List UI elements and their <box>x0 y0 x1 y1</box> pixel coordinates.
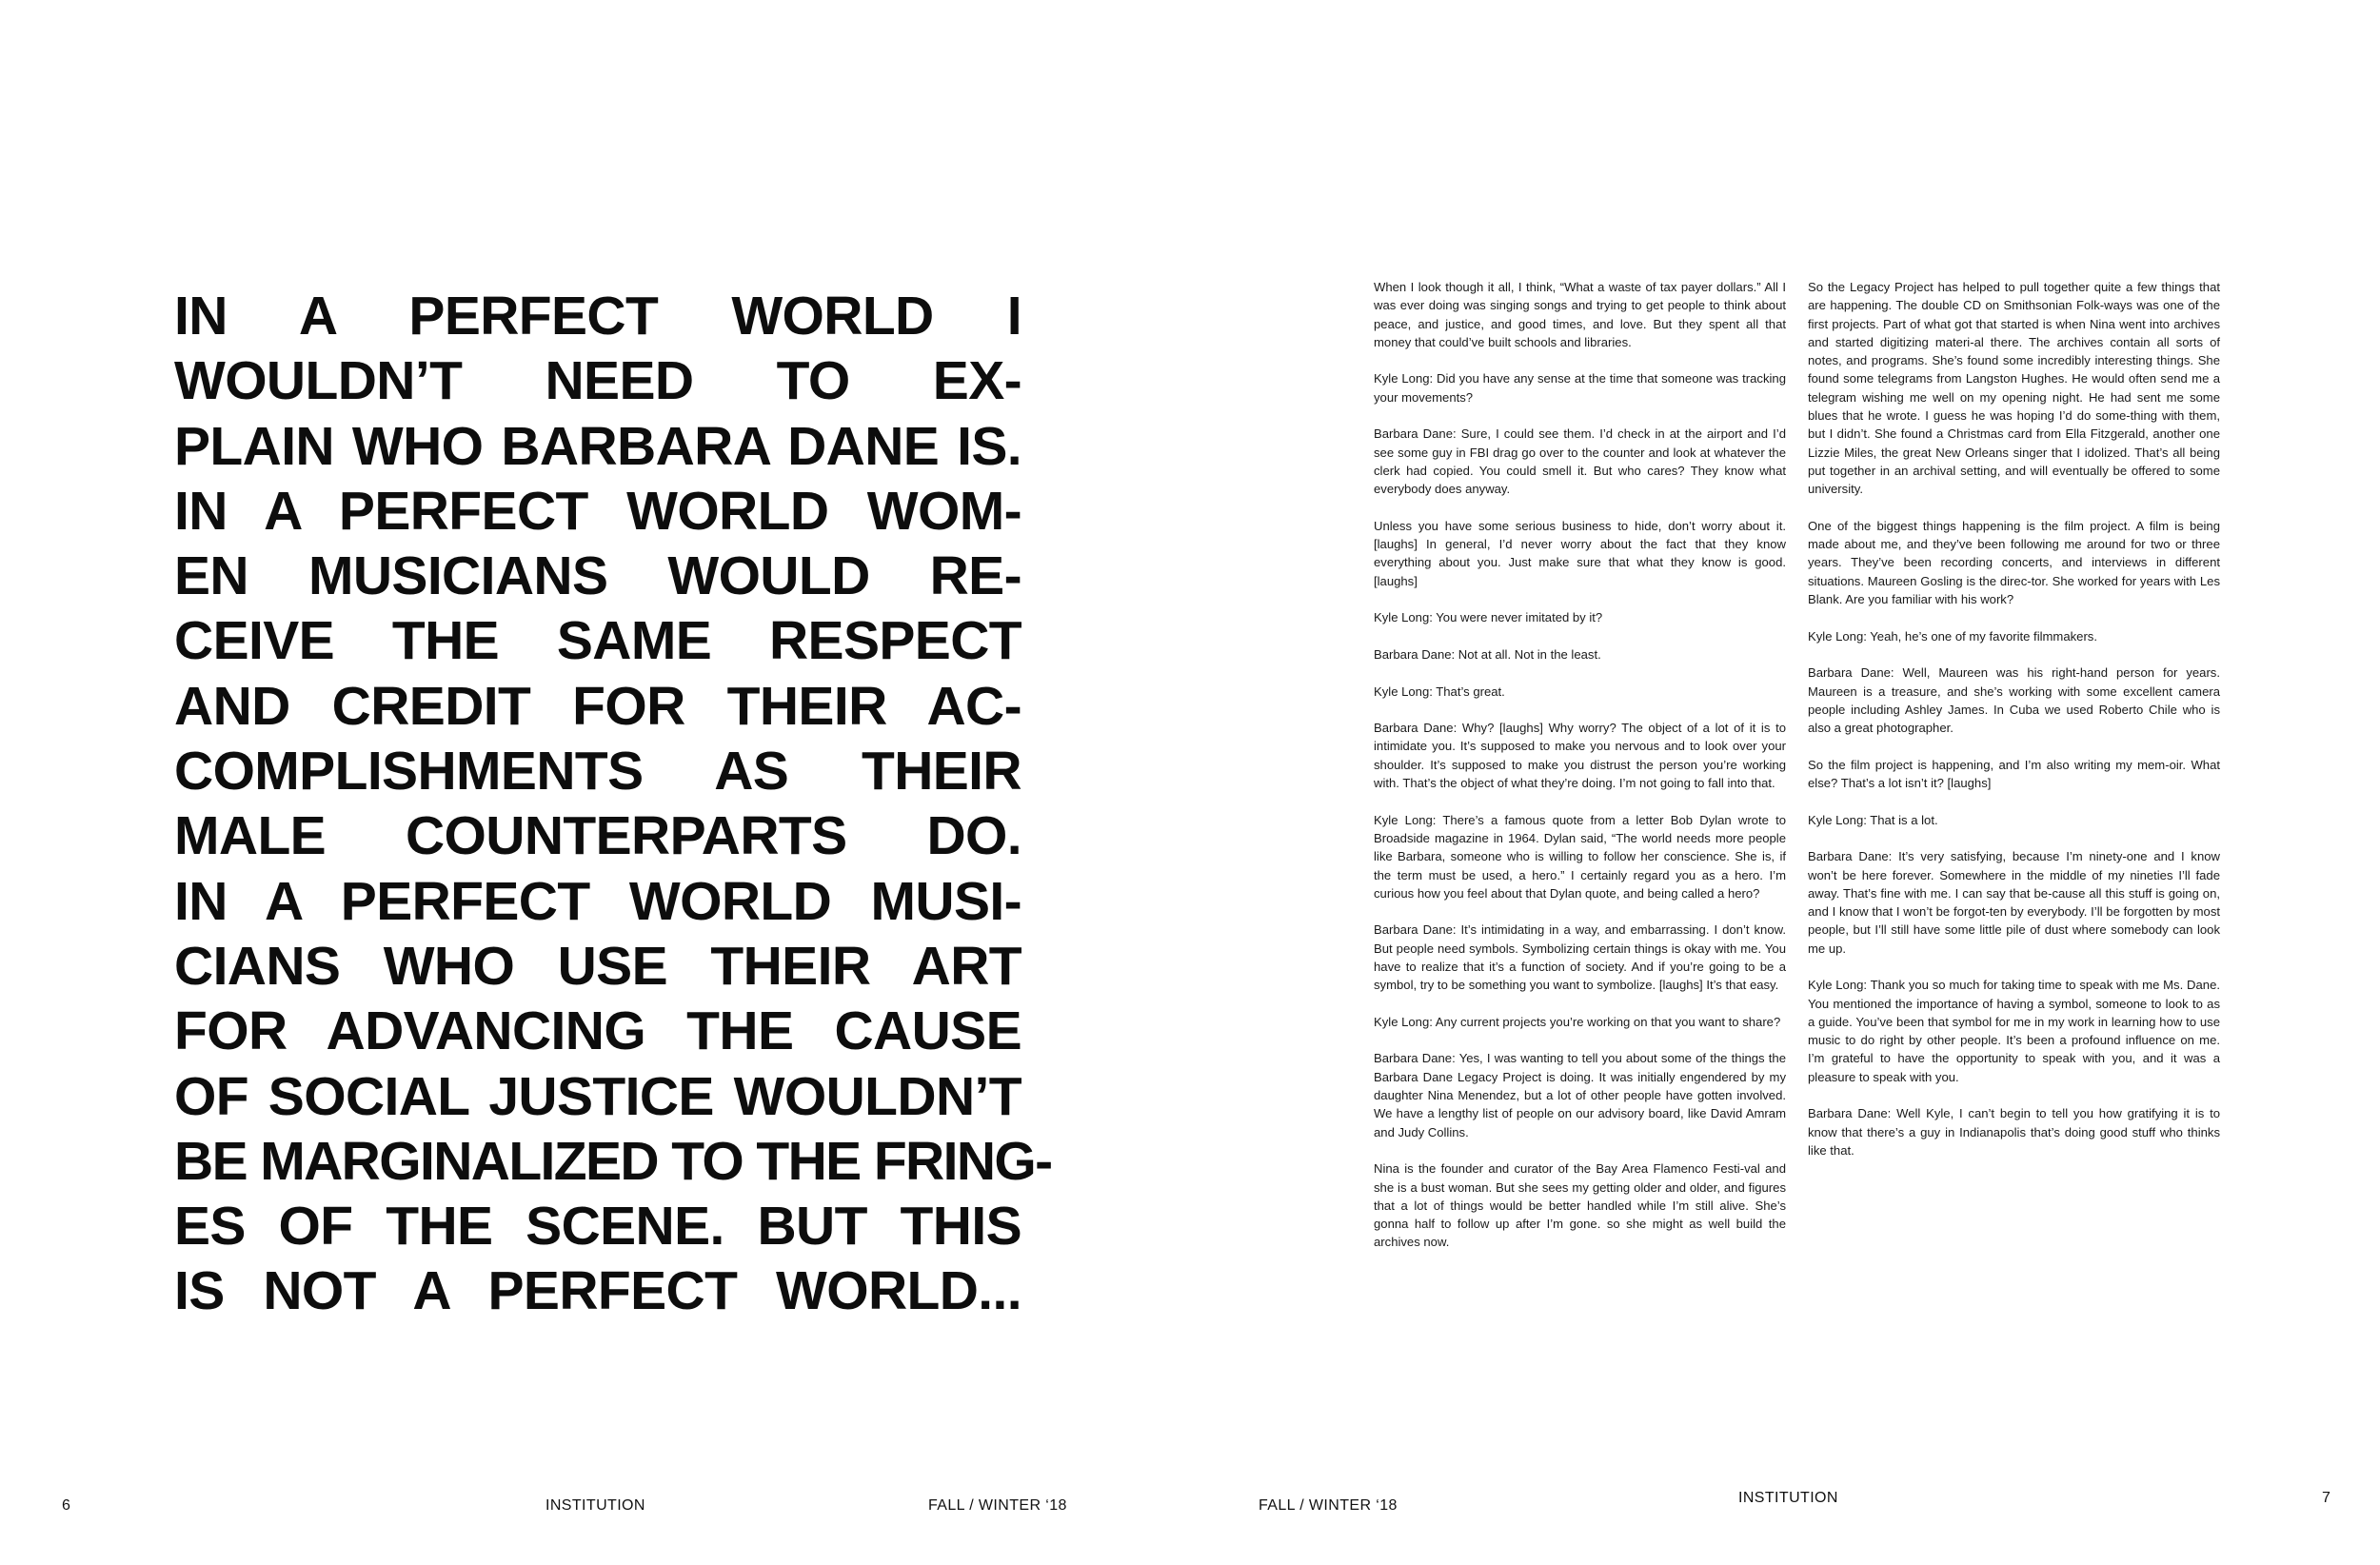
pull-quote-line: PLAIN WHO BARBARA DANE IS. <box>174 415 1021 477</box>
page-number: 7 <box>2322 1490 2331 1506</box>
interview-paragraph: Unless you have some serious business to hide, don’t worry about it. [laughs] In general, I’d never worry about the fact that they know everything about you. Just make sure that what they know is good. [laughs] <box>1374 518 1786 588</box>
interview-paragraph: Barbara Dane: Well Kyle, I can’t begin to tell you how gratifying it is to know that there’s a guy in Indianapolis that’s doing good stuff who thinks like that. <box>1808 1106 2220 1158</box>
pull-quote-line: OF SOCIAL JUSTICE WOULDN’T <box>174 1065 1021 1127</box>
interview-paragraph: Barbara Dane: Well, Maureen was his right-hand person for years. Maureen is a treasure, and she’s working with some excellent camera people including Ashley James. In Cuba we used Roberto Chile who is also a great photographer. <box>1808 665 2220 736</box>
interview-paragraph: So the Legacy Project has helped to pull together quite a few things that are happening. The double CD on Smithsonian Folk-ways was one of the first projects. Part of what got that started is when Nina went into archives and started digitizing materi-al there. The archives contain all sorts of notes, and programs. She’s found some incredibly interesting things. She found some telegrams from Langston Hughes. He would often send me a telegram wishing me well on my opening night. He had sent me some blues that he wrote. I guess he was hoping I’d do some-thing with them, but I didn’t. She found a Christmas card from Ella Fitzgerald, another one Lizzie Miles, the great New Orleans singer that I idolized. That’s all being put together in an archival setting, and will eventually be offered to some university. <box>1808 280 2220 497</box>
pull-quote <box>174 284 1052 1324</box>
pull-quote-line: IN A PERFECT WORLD WOM- <box>174 480 1021 542</box>
pull-quote-line: BE MARGINALIZED TO THE FRING- <box>174 1130 1052 1192</box>
pull-quote-line: IN A PERFECT WORLD I <box>174 286 1021 347</box>
interview-paragraph: When I look though it all, I think, “What a waste of tax payer dollars.” All I was ever doing was singing songs and trying to get people to think about peace, and justice, and good times, and love. But they spent all that money that could’ve built schools and libraries. <box>1374 280 1786 349</box>
interview-paragraph: Barbara Dane: Sure, I could see them. I’d check in at the airport and I’d see some guy in FBI drag go over to the counter and look at whatever the clerk had copied. You could smell it. But who cares? They know what everybody does anyway. <box>1374 426 1786 497</box>
issue-season: FALL / WINTER ‘18 <box>928 1497 1067 1514</box>
pull-quote-line: WOULDN’T NEED TO EX- <box>174 350 1021 412</box>
publication-name: INSTITUTION <box>545 1497 645 1514</box>
pull-quote-line: IS NOT A PERFECT WORLD... <box>174 1260 1021 1322</box>
interview-body <box>1374 278 2220 1297</box>
interview-paragraph: Kyle Long: Thank you so much for taking time to speak with me Ms. Dane. You mentioned the importance of having a symbol, someone to look to as a guide. You’ve been that symbol for me in my work in learning how to use music to do right by other people. It’s been a profound influence on me. I’m grateful to have the opportunity to speak with you, and it was a pleasure to speak with you. <box>1808 978 2220 1084</box>
pull-quote-line: COMPLISHMENTS AS THEIR <box>174 741 1021 802</box>
interview-paragraph: Barbara Dane: It’s very satisfying, because I’m ninety-one and I know won’t be here forever. Somewhere in the middle of my nineties I’ll fade away. That’s fine with me. I can say that be-cause all this stuff is going on, and I know that I won’t be forgot-ten by everybody. I’ll be forgotten by most people, but I’ll still have some little pile of dust where somebody can look me up. <box>1808 849 2220 956</box>
pull-quote-line: EN MUSICIANS WOULD RE- <box>174 545 1021 607</box>
interview-paragraph: Kyle Long: Yeah, he’s one of my favorite filmmakers. <box>1808 628 2097 644</box>
interview-paragraph: Kyle Long: That’s great. <box>1374 683 1505 699</box>
interview-paragraph: Nina is the founder and curator of the Bay Area Flamenco Festi-val and she is a bust woman. But she sees my getting older and older, and figures that a lot of things would be better handled while I’m still alive. She’s gonna half to follow up after I’m gone. so she might as well build the archives now. <box>1374 1161 1786 1250</box>
issue-season: FALL / WINTER ‘18 <box>1259 1497 1398 1514</box>
interview-paragraph: Barbara Dane: Why? [laughs] Why worry? The object of a lot of it is to intimidate you. It’s supposed to make you nervous and to look over your shoulder. It’s supposed to make you distrust the person you’re working with. That’s the object of what they’re doing. I’m not going to fall into that. <box>1374 721 1786 791</box>
interview-paragraph: Kyle Long: There’s a famous quote from a letter Bob Dylan wrote to Broadside magazine in 1964. Dylan said, “The world needs more people like Barbara, someone who is willing to follow her conscience. She is, if the term must be used, a hero.” I certainly regard you as a hero. I’m curious how you feel about that Dylan quote, and being called a hero? <box>1374 812 1786 901</box>
interview-paragraph: One of the biggest things happening is the film project. A film is being made about me, and they’ve been following me around for two or three years. They’ve been recording concerts, and interviews in different situations. Maureen Gosling is the direc-tor. She worked for years with Les Blank. Are you familiar with his work? <box>1808 518 2220 607</box>
interview-paragraph: Kyle Long: That is a lot. <box>1808 812 1938 827</box>
pull-quote-line: IN A PERFECT WORLD MUSI- <box>174 870 1021 932</box>
interview-paragraph: So the film project is happening, and I’m also writing my mem-oir. What else? That’s a lot isn’t it? [laughs] <box>1808 757 2220 791</box>
pull-quote-line: CIANS WHO USE THEIR ART <box>174 935 1021 997</box>
interview-paragraph: Kyle Long: You were never imitated by it? <box>1374 610 1603 625</box>
pull-quote-line: ES OF THE SCENE. BUT THIS <box>174 1196 1021 1258</box>
interview-paragraph: Barbara Dane: Not at all. Not in the least. <box>1374 646 1601 662</box>
pull-quote-line: AND CREDIT FOR THEIR AC- <box>174 675 1021 737</box>
pull-quote-line: MALE COUNTERPARTS DO. <box>174 805 1021 867</box>
pull-quote-line: CEIVE THE SAME RESPECT <box>174 610 1021 672</box>
interview-paragraph: Barbara Dane: Yes, I was wanting to tell you about some of the things the Barbara Dane Legacy Project is doing. It was initially engendered by my daughter Nina Menendez, but a lot of other people have gotten involved. We have a lengthy list of people on our advisory board, like David Amram and Judy Collins. <box>1374 1051 1786 1139</box>
interview-paragraph: Barbara Dane: It’s intimidating in a way, and embarrassing. I don’t know. But people need symbols. Symbolizing certain things is okay with me. You have to realize that it’s a function of society. And if you’re going to be a symbol, try to be something you want to symbolize. [laughs] It’s that easy. <box>1374 922 1786 993</box>
interview-paragraph: Kyle Long: Any current projects you’re working on that you want to share? <box>1374 1014 1781 1029</box>
page-number: 6 <box>62 1497 71 1514</box>
publication-name: INSTITUTION <box>1738 1490 1838 1506</box>
interview-paragraph: Kyle Long: Did you have any sense at the time that someone was tracking your movements? <box>1374 371 1786 405</box>
pull-quote-line: FOR ADVANCING THE CAUSE <box>174 1000 1021 1062</box>
